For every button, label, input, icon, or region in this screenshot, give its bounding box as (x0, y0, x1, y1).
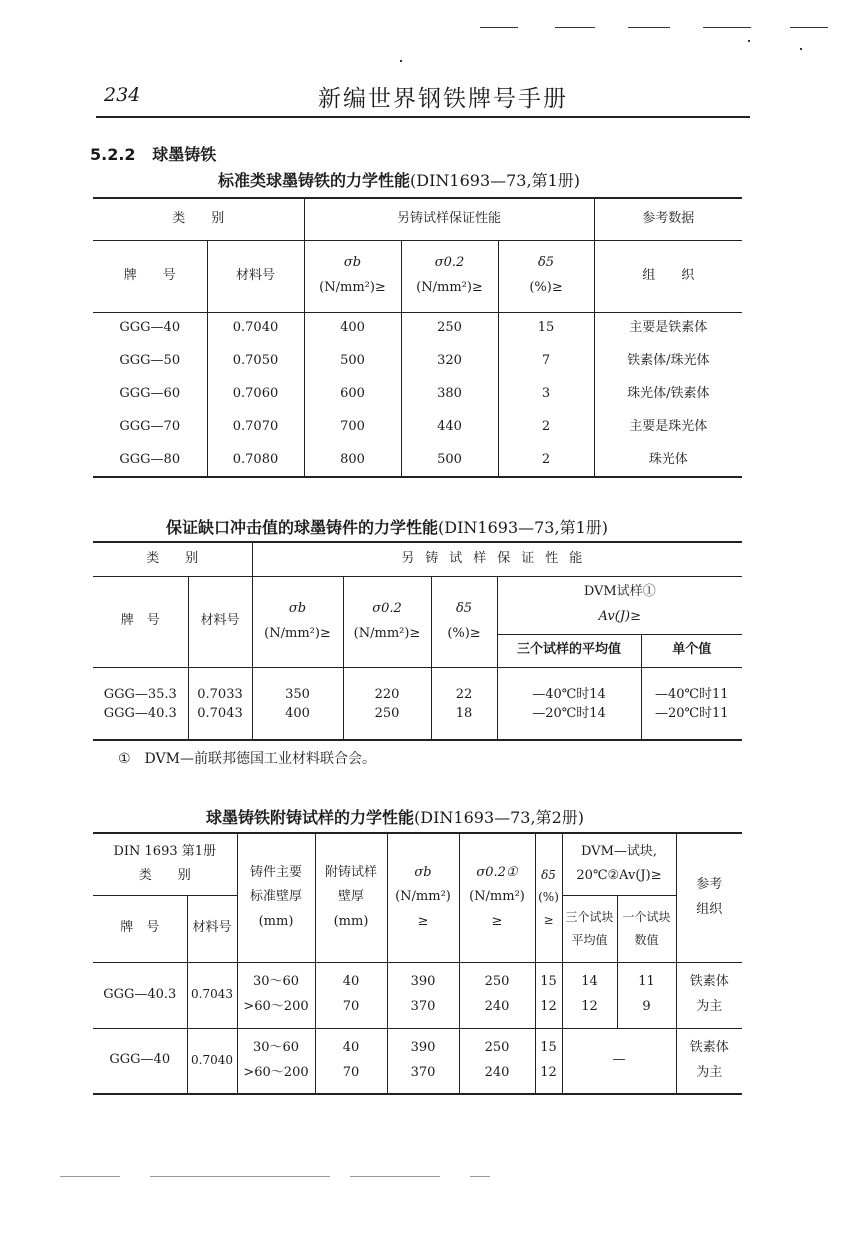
delta5-value: 15 (498, 312, 594, 345)
section-number: 5.2.2 (90, 145, 136, 164)
header-rule (96, 116, 750, 118)
table2 (93, 541, 742, 741)
sigma-02-value: 320 (401, 345, 498, 378)
table2-footnote: ① DVM—前联邦德国工业材料联合会。 (118, 751, 376, 767)
unit-percent: (%) (538, 890, 559, 905)
table1-caption (218, 168, 580, 191)
dvm-dash-value: — (562, 1028, 676, 1094)
table3-col-sigma-02 (459, 833, 535, 962)
unit-stress: (N/mm²)≥ (353, 625, 421, 641)
table3-col-attach (315, 833, 387, 962)
attach-line2: 壁厚 (337, 889, 364, 905)
table-row (93, 345, 742, 378)
table-row (93, 1028, 742, 1094)
delta5-value-1: 15 (540, 974, 557, 990)
ge-sign: ≥ (491, 914, 503, 930)
attach-value-1: 40 (342, 974, 360, 990)
scan-artifact (150, 1176, 330, 1177)
structure-line1: 铁素体 (689, 1040, 729, 1056)
delta5-value-1: 15 (540, 1040, 557, 1056)
structure-value: 主要是铁素体 (594, 312, 742, 345)
sigma-b-value-2: 370 (410, 1064, 436, 1080)
material-number: 0.7060 (207, 378, 304, 411)
one-line1: 一个试块 (622, 909, 671, 924)
sigma-02-value: 220 (343, 667, 431, 705)
sigma-b-value: 400 (252, 705, 343, 740)
sigma-b-value-1: 390 (410, 1040, 436, 1056)
sigma-02-value: 440 (401, 411, 498, 444)
wall-line2: 标准壁厚 (249, 889, 302, 905)
sigma-02-value-2: 240 (484, 999, 510, 1014)
section-heading (90, 142, 216, 165)
table2-dvm-header (497, 576, 742, 634)
table1-col-structure: 组 织 (594, 240, 742, 312)
table3-col-one (617, 895, 676, 962)
wall-value (237, 1028, 315, 1094)
table1-group-reference: 参考数据 (594, 198, 742, 240)
table1-group-header (93, 198, 742, 240)
sigma-b-value: 800 (304, 444, 401, 477)
table2-caption-title: 保证缺口冲击值的球墨铸件的力学性能 (166, 518, 439, 537)
material-number: 0.7040 (207, 312, 304, 345)
section-title: 球墨铸铁 (152, 145, 217, 164)
delta5-value (535, 1028, 562, 1094)
book-title: 新编世界钢铁牌号手册 (318, 86, 568, 112)
table2-col-sigma-02 (343, 576, 431, 667)
avg-value: —40℃时14 (497, 667, 641, 705)
sigma-02-value: 500 (401, 444, 498, 477)
one-value-1: 11 (638, 974, 655, 990)
grade: GGG—40 (119, 320, 181, 336)
table1-col-grade: 牌 号 (93, 240, 207, 312)
table-row (93, 312, 742, 345)
table2-group-header (93, 542, 742, 576)
sigma-b-symbol: σb (288, 600, 307, 616)
delta5-symbol: δ5 (537, 255, 555, 271)
structure-line2: 为主 (696, 1064, 723, 1080)
material-number: 0.7080 (207, 444, 304, 477)
sigma-b-symbol: σb (343, 255, 362, 271)
table1-caption-title: 标准类球墨铸铁的力学性能 (218, 171, 411, 190)
scan-artifact (400, 60, 402, 62)
delta5-value-2: 12 (540, 999, 557, 1014)
sigma-b-value-1: 390 (410, 974, 436, 990)
sigma-02-value: 250 (343, 705, 431, 740)
material-number: 0.7043 (187, 962, 237, 1028)
table2-col-delta5 (431, 576, 497, 667)
grade: GGG—40.3 (93, 962, 187, 1028)
sigma-02-symbol: σ0.2 (372, 600, 402, 616)
delta5-value-2: 12 (540, 1064, 557, 1080)
table3-caption-ref: (DIN1693—73,第2册) (414, 808, 584, 827)
sigma-b-symbol: σb (414, 864, 432, 880)
table3-dvm-header (562, 833, 676, 895)
grade: GGG—70 (119, 419, 181, 435)
sigma-b-value-2: 370 (410, 999, 436, 1014)
scan-artifact (60, 1176, 120, 1177)
structure-value: 珠光体 (594, 444, 742, 477)
wall-value-2: >60～200 (243, 1064, 309, 1080)
table3-caption (206, 805, 584, 828)
unit-stress: (N/mm²) (469, 889, 525, 905)
unit-stress: (N/mm²)≥ (416, 280, 483, 295)
scan-artifact (480, 27, 518, 28)
sigma-02-symbol: σ0.2 (434, 255, 465, 271)
table2-group-guarantee: 另铸试样保证性能 (252, 542, 742, 576)
scan-artifact (470, 1176, 490, 1177)
attach-value (315, 962, 387, 1028)
ref-line2: 组织 (696, 901, 723, 917)
grade: GGG—60 (119, 386, 181, 402)
one-value-2: 9 (642, 999, 651, 1014)
ge-sign: ≥ (417, 914, 429, 930)
delta5-value (535, 962, 562, 1028)
unit-percent: (%)≥ (447, 625, 481, 641)
wall-value (237, 962, 315, 1028)
table3-group-din (93, 833, 237, 895)
sigma-02-value-1: 250 (484, 1040, 510, 1056)
sigma-b-value: 400 (304, 312, 401, 345)
scan-artifact (703, 27, 751, 28)
grade: GGG—40 (109, 1052, 171, 1068)
dvm-title: DVM试样① (583, 584, 656, 600)
grade: GGG—80 (119, 451, 181, 467)
table3-header-top (93, 833, 742, 895)
attach-value-1: 40 (342, 1040, 360, 1056)
table3-col-delta5 (535, 833, 562, 962)
table1-caption-ref: (DIN1693—73,第1册) (410, 171, 580, 190)
three-line2: 平均值 (571, 932, 608, 947)
sigma-b-value (387, 1028, 459, 1094)
delta5-value: 18 (431, 705, 497, 740)
sigma-b-value (387, 962, 459, 1028)
grade: GGG—50 (119, 353, 181, 369)
wall-value-1: 30～60 (252, 974, 300, 990)
wall-line1: 铸件主要 (249, 864, 302, 880)
delta5-value: 2 (498, 444, 594, 477)
table1-group-guarantee: 另铸试样保证性能 (304, 198, 594, 240)
delta5-value: 22 (431, 667, 497, 705)
sigma-b-value: 350 (252, 667, 343, 705)
delta5-value: 3 (498, 378, 594, 411)
table1-col-header (93, 240, 742, 312)
attach-line1: 附铸试样 (324, 864, 377, 880)
ge-sign: ≥ (543, 913, 554, 928)
page-number: 234 (104, 84, 141, 106)
table-row (93, 444, 742, 477)
three-avg-value-1: 14 (581, 974, 598, 990)
material-number: 0.7070 (207, 411, 304, 444)
material-number: 0.7040 (187, 1028, 237, 1094)
scan-artifact (800, 48, 802, 50)
three-avg-value-2: 12 (581, 999, 598, 1014)
unit-stress: (N/mm²) (395, 889, 451, 905)
scan-artifact (790, 27, 828, 28)
table-row (93, 378, 742, 411)
structure-value (676, 962, 742, 1028)
structure-line2: 为主 (696, 999, 723, 1014)
sigma-b-value: 700 (304, 411, 401, 444)
delta5-symbol: δ5 (455, 600, 473, 616)
one-line2: 数值 (634, 932, 659, 947)
table3-col-sigma-b (387, 833, 459, 962)
sigma-b-value: 600 (304, 378, 401, 411)
material-number: 0.7043 (188, 705, 252, 740)
structure-value: 珠光体/铁素体 (594, 378, 742, 411)
table2-group-category: 类 别 (93, 542, 252, 576)
din-line1: DIN 1693 第1册 (113, 843, 217, 859)
scan-artifact (350, 1176, 440, 1177)
table1-col-delta5 (498, 240, 594, 312)
unit-stress: (N/mm²)≥ (319, 280, 386, 295)
structure-value: 主要是珠光体 (594, 411, 742, 444)
din-line2: 类 别 (138, 868, 191, 884)
dvm-line2: 20℃②Av(J)≥ (576, 868, 662, 884)
grade: GGG—35.3 (103, 687, 177, 703)
attach-value (315, 1028, 387, 1094)
table1-group-category: 类 别 (93, 198, 304, 240)
wall-value-2: >60～200 (243, 999, 309, 1014)
table1-col-material: 材料号 (207, 240, 304, 312)
single-value: —40℃时11 (641, 667, 742, 705)
table3-col-material: 材料号 (187, 895, 237, 962)
three-avg-value (562, 962, 617, 1028)
sigma-02-value: 250 (401, 312, 498, 345)
table1-col-sigma-02 (401, 240, 498, 312)
table3-col-grade: 牌 号 (93, 895, 187, 962)
one-value (617, 962, 676, 1028)
sigma-02-value (459, 1028, 535, 1094)
scan-artifact (628, 27, 670, 28)
table2-col-grade: 牌 号 (93, 576, 188, 667)
ref-line1: 参考 (696, 877, 723, 893)
delta5-value: 2 (498, 411, 594, 444)
three-line1: 三个试块 (565, 909, 614, 924)
table-row (93, 705, 742, 740)
delta5-symbol: δ5 (541, 867, 556, 882)
table2-col-sigma-b (252, 576, 343, 667)
structure-line1: 铁素体 (689, 974, 729, 990)
attach-value-2: 70 (342, 1064, 360, 1080)
table2-caption-ref: (DIN1693—73,第1册) (438, 518, 608, 537)
material-number: 0.7033 (188, 667, 252, 705)
structure-value (676, 1028, 742, 1094)
sigma-b-value: 500 (304, 345, 401, 378)
avg-value: —20℃时14 (497, 705, 641, 740)
table2-col-avg: 三个试样的平均值 (497, 634, 641, 667)
attach-unit: (mm) (333, 914, 369, 930)
table3-caption-title: 球墨铸铁附铸试样的力学性能 (206, 808, 415, 827)
table2-col-single: 单个值 (641, 634, 742, 667)
table3-col-ref (676, 833, 742, 962)
table1 (93, 197, 742, 478)
wall-value-1: 30～60 (252, 1040, 300, 1056)
sigma-02-value: 380 (401, 378, 498, 411)
unit-percent: (%)≥ (529, 280, 563, 295)
table3 (93, 832, 742, 1095)
table2-caption (166, 515, 608, 538)
sigma-02-value-1: 250 (484, 974, 510, 990)
table3-col-three (562, 895, 617, 962)
table2-col-material: 材料号 (188, 576, 252, 667)
table1-col-sigma-b (304, 240, 401, 312)
table2-col-header (93, 576, 742, 634)
material-number: 0.7050 (207, 345, 304, 378)
single-value: —20℃时11 (641, 705, 742, 740)
sigma-02-value-2: 240 (484, 1064, 510, 1080)
scan-artifact (748, 40, 750, 42)
attach-value-2: 70 (342, 999, 360, 1014)
grade: GGG—40.3 (103, 706, 177, 721)
structure-value: 铁素体/珠光体 (594, 345, 742, 378)
table-row (93, 411, 742, 444)
scan-artifact (555, 27, 595, 28)
delta5-value: 7 (498, 345, 594, 378)
dvm-unit: Av(J)≥ (598, 609, 641, 624)
sigma-02-symbol: σ0.2① (476, 864, 518, 880)
sigma-02-value (459, 962, 535, 1028)
table-row (93, 667, 742, 705)
unit-stress: (N/mm²)≥ (264, 625, 331, 641)
wall-unit: (mm) (258, 914, 294, 930)
table-row (93, 962, 742, 1028)
dvm-line1: DVM—试块, (580, 843, 658, 859)
table3-col-wall (237, 833, 315, 962)
